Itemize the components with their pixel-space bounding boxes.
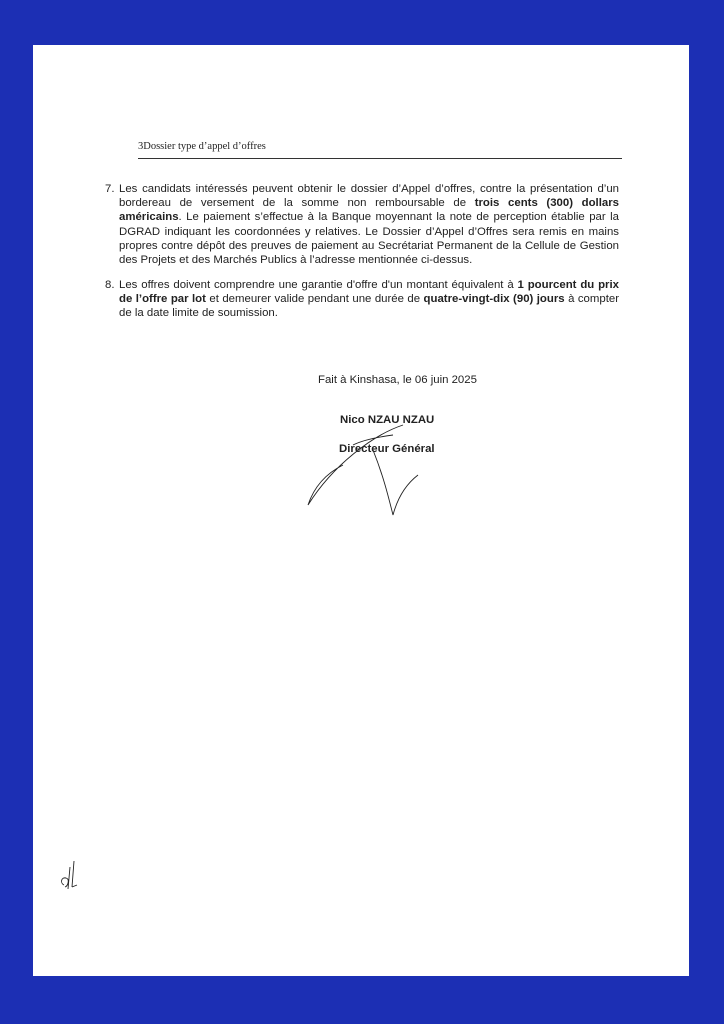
paragraph-body: Les candidats intéressés peuvent obtenir le dossier d’Appel d’offres, contre la présentation d’un bordereau de versement de la somme non remboursable de trois cents (300) dollars américains. Le paiement s’effectue à la Banque moyennant la note de perception établie par la DGRAD indiquant les coordonnées y relatives. Le Dossier d’Appel d’Offres sera remis en mains propres contre dépôt des preuves de paiement au Secrétariat Permanent de la Cellule de Gestion des Projets et des Marchés Publics à l’adresse mentionnée ci-dessus. <box>119 183 619 267</box>
guarantee-emphasis: 1 pourcent du prix de l’offre par lot <box>119 279 619 306</box>
paragraph-number: 8. <box>105 279 115 291</box>
paragraph-body: Les offres doivent comprendre une garantie d'offre d'un montant équivalent à 1 pourcent du prix de l’offre par lot et demeurer valide pendant une durée de quatre-vingt-dix (90) jours à compter de la date limite de soumission. <box>119 279 620 320</box>
handwritten-initials <box>58 855 88 895</box>
document-header: 3Dossier type d’appel d’offres <box>138 141 266 152</box>
signer-title: Directeur Général <box>339 443 435 455</box>
header-rule <box>138 158 622 159</box>
price-emphasis: trois cents (300) dollars américains <box>119 197 619 224</box>
signer-name: Nico NZAU NZAU <box>340 414 435 426</box>
paragraph-7 <box>105 182 619 267</box>
paragraph-number: 7. <box>105 183 115 195</box>
place-date: Fait à Kinshasa, le 06 juin 2025 <box>318 374 477 386</box>
document-page <box>33 45 689 976</box>
paragraph-8 <box>105 278 619 321</box>
validity-emphasis: quatre-vingt-dix (90) jours <box>423 293 565 306</box>
handwritten-signature <box>293 405 433 525</box>
